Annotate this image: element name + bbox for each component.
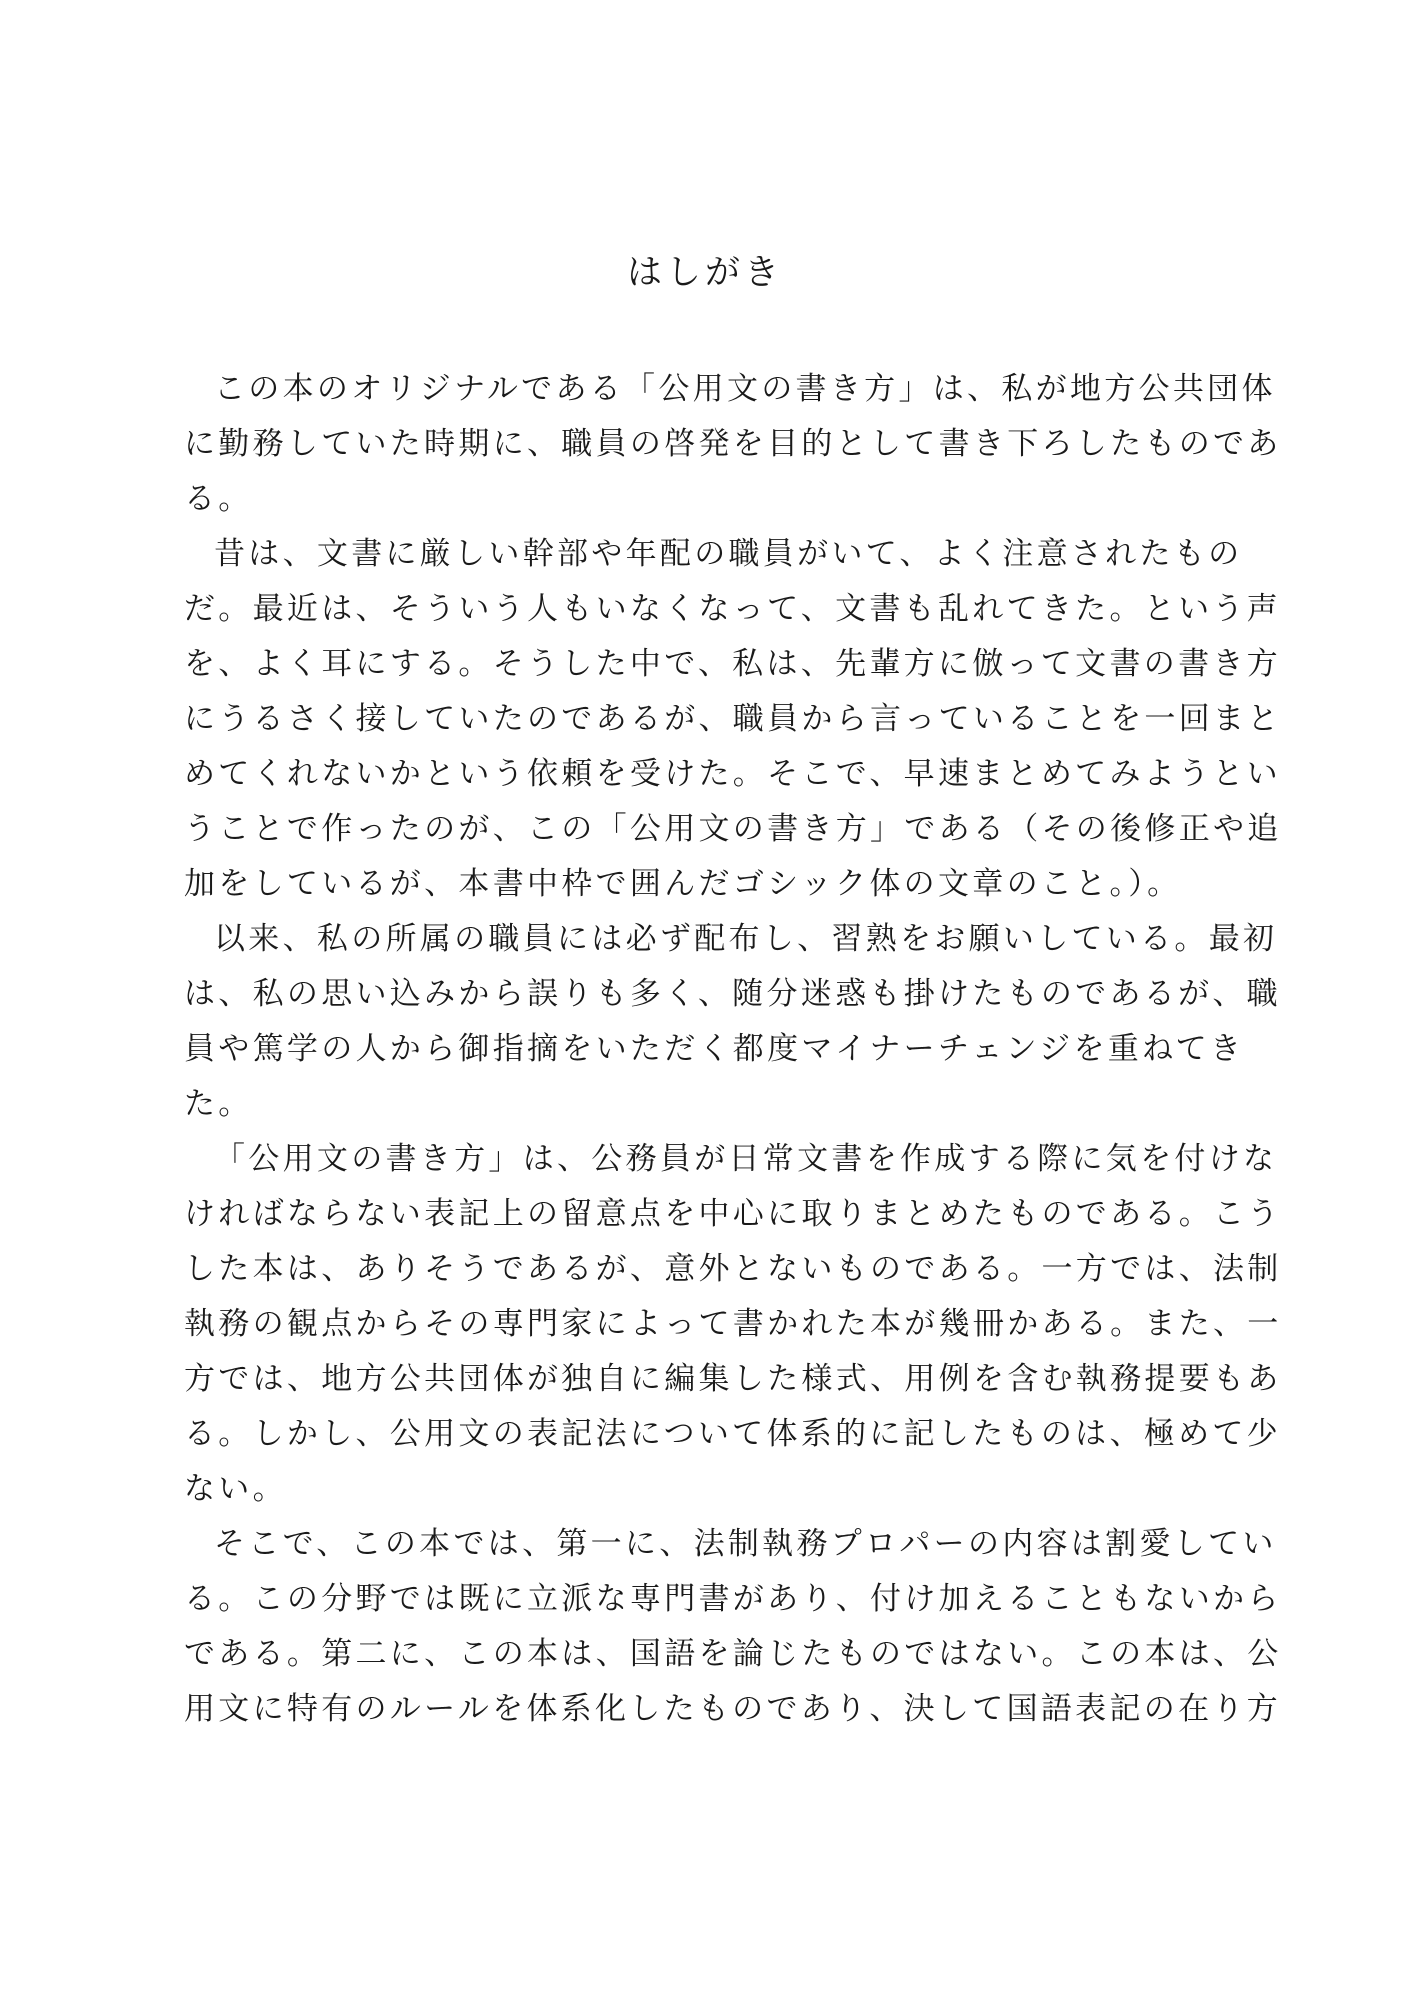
text-line: ければならない表記上の留意点を中心に取りまとめたものである。こう <box>184 1196 1282 1232</box>
text-line: 昔は、文書に厳しい幹部や年配の職員がいて、よく注意されたもの <box>214 536 1243 572</box>
text-line: めてくれないかという依頼を受けた。そこで、早速まとめてみようとい <box>184 756 1281 792</box>
text-line: る。 <box>184 481 253 517</box>
text-line: にうるさく接していたのであるが、職員から言っていることを一回まと <box>184 701 1282 737</box>
text-line: た。 <box>184 1086 253 1122</box>
text-line: る。この分野では既に立派な専門書があり、付け加えることもないから <box>184 1581 1282 1617</box>
text-line: だ。最近は、そういう人もいなくなって、文書も乱れてきた。という声 <box>184 591 1281 627</box>
text-line: に勤務していた時期に、職員の啓発を目的として書き下ろしたものであ <box>184 426 1282 462</box>
page-title: はしがき <box>626 253 783 293</box>
text-line: 執務の観点からその専門家によって書かれた本が幾冊かある。また、一 <box>184 1306 1282 1342</box>
text-line: そこで、この本では、第一に、法制執務プロパーの内容は割愛してい <box>214 1526 1277 1562</box>
text-line: 員や篤学の人から御指摘をいただく都度マイナーチェンジを重ねてき <box>184 1031 1245 1067</box>
text-line: は、私の思い込みから誤りも多く、随分迷惑も掛けたものであるが、職 <box>184 976 1281 1012</box>
text-line: 加をしているが、本書中枠で囲んだゴシック体の文章のこと。）。 <box>184 866 1182 902</box>
paragraph <box>184 1132 1282 1517</box>
body-text <box>184 362 1282 1737</box>
paragraph <box>184 527 1282 912</box>
text-line: る。しかし、公用文の表記法について体系的に記したものは、極めて少 <box>184 1416 1281 1452</box>
paragraph <box>184 1517 1282 1737</box>
text-line: うことで作ったのが、この「公用文の書き方」である（その後修正や追 <box>184 811 1282 847</box>
text-line: ない。 <box>184 1471 287 1507</box>
paragraph <box>184 362 1282 527</box>
text-line: 方では、地方公共団体が独自に編集した様式、用例を含む執務提要もあ <box>184 1361 1282 1397</box>
text-line: 「公用文の書き方」は、公務員が日常文書を作成する際に気を付けな <box>214 1141 1278 1177</box>
paragraph <box>184 912 1281 1132</box>
text-line: この本のオリジナルである「公用文の書き方」は、私が地方公共団体 <box>214 371 1276 407</box>
text-line: 用文に特有のルールを体系化したものであり、決して国語表記の在り方 <box>184 1691 1281 1727</box>
text-line: した本は、ありそうであるが、意外とないものである。一方では、法制 <box>184 1251 1282 1287</box>
text-line: を、よく耳にする。そうした中で、私は、先輩方に倣って文書の書き方 <box>184 646 1281 682</box>
text-line: 以来、私の所属の職員には必ず配布し、習熟をお願いしている。最初 <box>214 921 1278 957</box>
text-line: である。第二に、この本は、国語を論じたものではない。この本は、公 <box>184 1636 1282 1672</box>
